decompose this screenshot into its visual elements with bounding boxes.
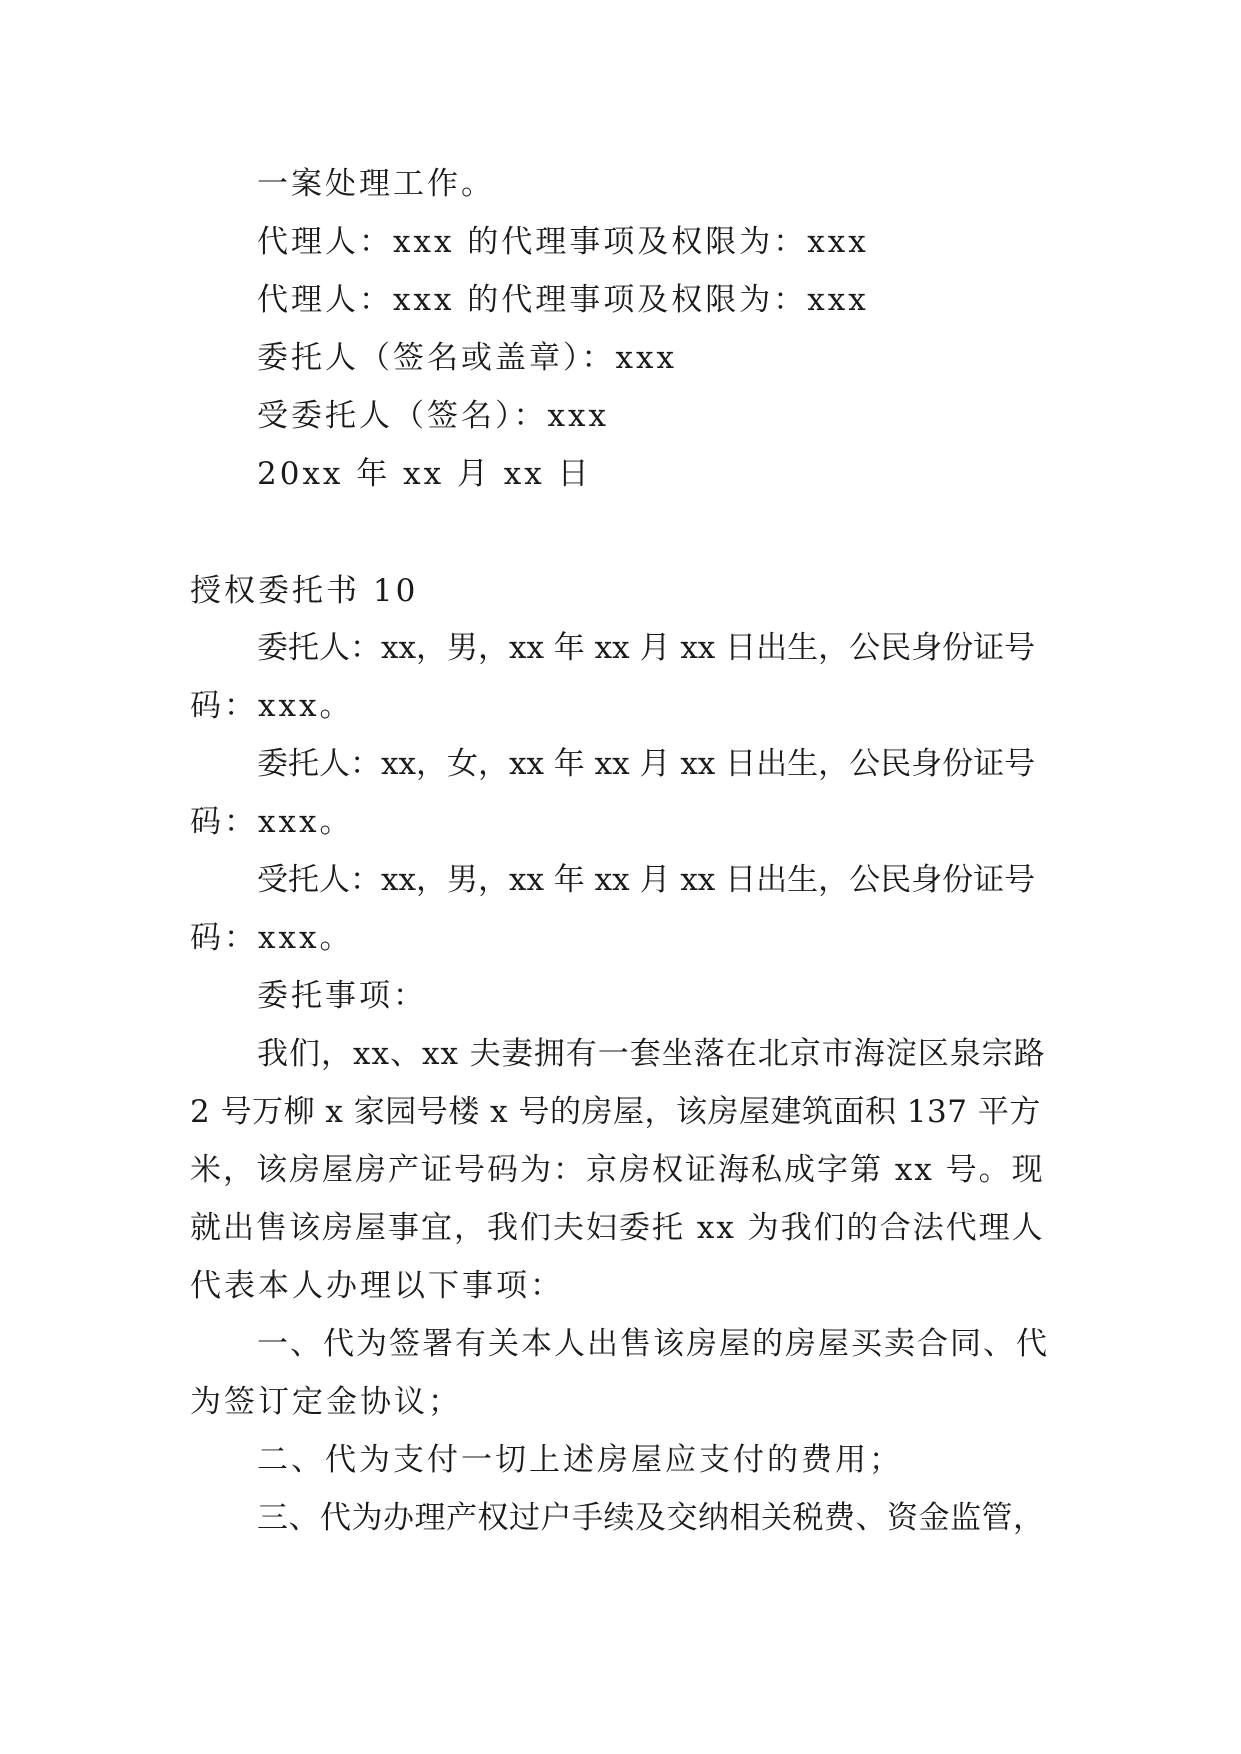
- text-line: 20xx 年 xx 月 xx 日: [257, 456, 592, 492]
- text-line: 米，该房屋房产证号码为：京房权证海私成字第 xx 号。现: [190, 1152, 1045, 1188]
- text-line: 受托人：xx，男，xx 年 xx 月 xx 日出生，公民身份证号: [257, 862, 1036, 898]
- text-line: 代理人：xxx 的代理事项及权限为：xxx: [257, 224, 869, 260]
- text-line: 为签订定金协议；: [190, 1384, 462, 1420]
- text-line: 一案处理工作。: [257, 166, 495, 202]
- text-line: 码：xxx。: [190, 920, 354, 956]
- section-title: 授权委托书 10: [190, 573, 419, 609]
- text-line: 代表本人办理以下事项：: [190, 1268, 564, 1304]
- text-line: 委托人：xx，女，xx 年 xx 月 xx 日出生，公民身份证号: [257, 746, 1036, 782]
- text-line: 委托人：xx，男，xx 年 xx 月 xx 日出生，公民身份证号: [257, 630, 1036, 666]
- text-line: 二、代为支付一切上述房屋应支付的费用；: [257, 1442, 903, 1478]
- text-line: 一、代为签署有关本人出售该房屋的房屋买卖合同、代: [257, 1326, 1049, 1362]
- text-line: 就出售该房屋事宜，我们夫妇委托 xx 为我们的合法代理人: [190, 1210, 1045, 1246]
- text-line: 我们，xx、xx 夫妻拥有一套坐落在北京市海淀区泉宗路: [257, 1036, 1046, 1072]
- text-line: 委托人（签名或盖章）：xxx: [257, 340, 677, 376]
- text-line: 2 号万柳 x 家园号楼 x 号的房屋，该房屋建筑面积 137 平方: [190, 1094, 1041, 1130]
- text-line: 三、代为办理产权过户手续及交纳相关税费、资金监管，: [257, 1500, 1045, 1536]
- text-line: 代理人：xxx 的代理事项及权限为：xxx: [257, 282, 869, 318]
- text-line: 码：xxx。: [190, 804, 354, 840]
- text-line: 委托事项：: [257, 978, 427, 1014]
- text-line: 码：xxx。: [190, 688, 354, 724]
- text-line: 受委托人（签名）：xxx: [257, 398, 609, 434]
